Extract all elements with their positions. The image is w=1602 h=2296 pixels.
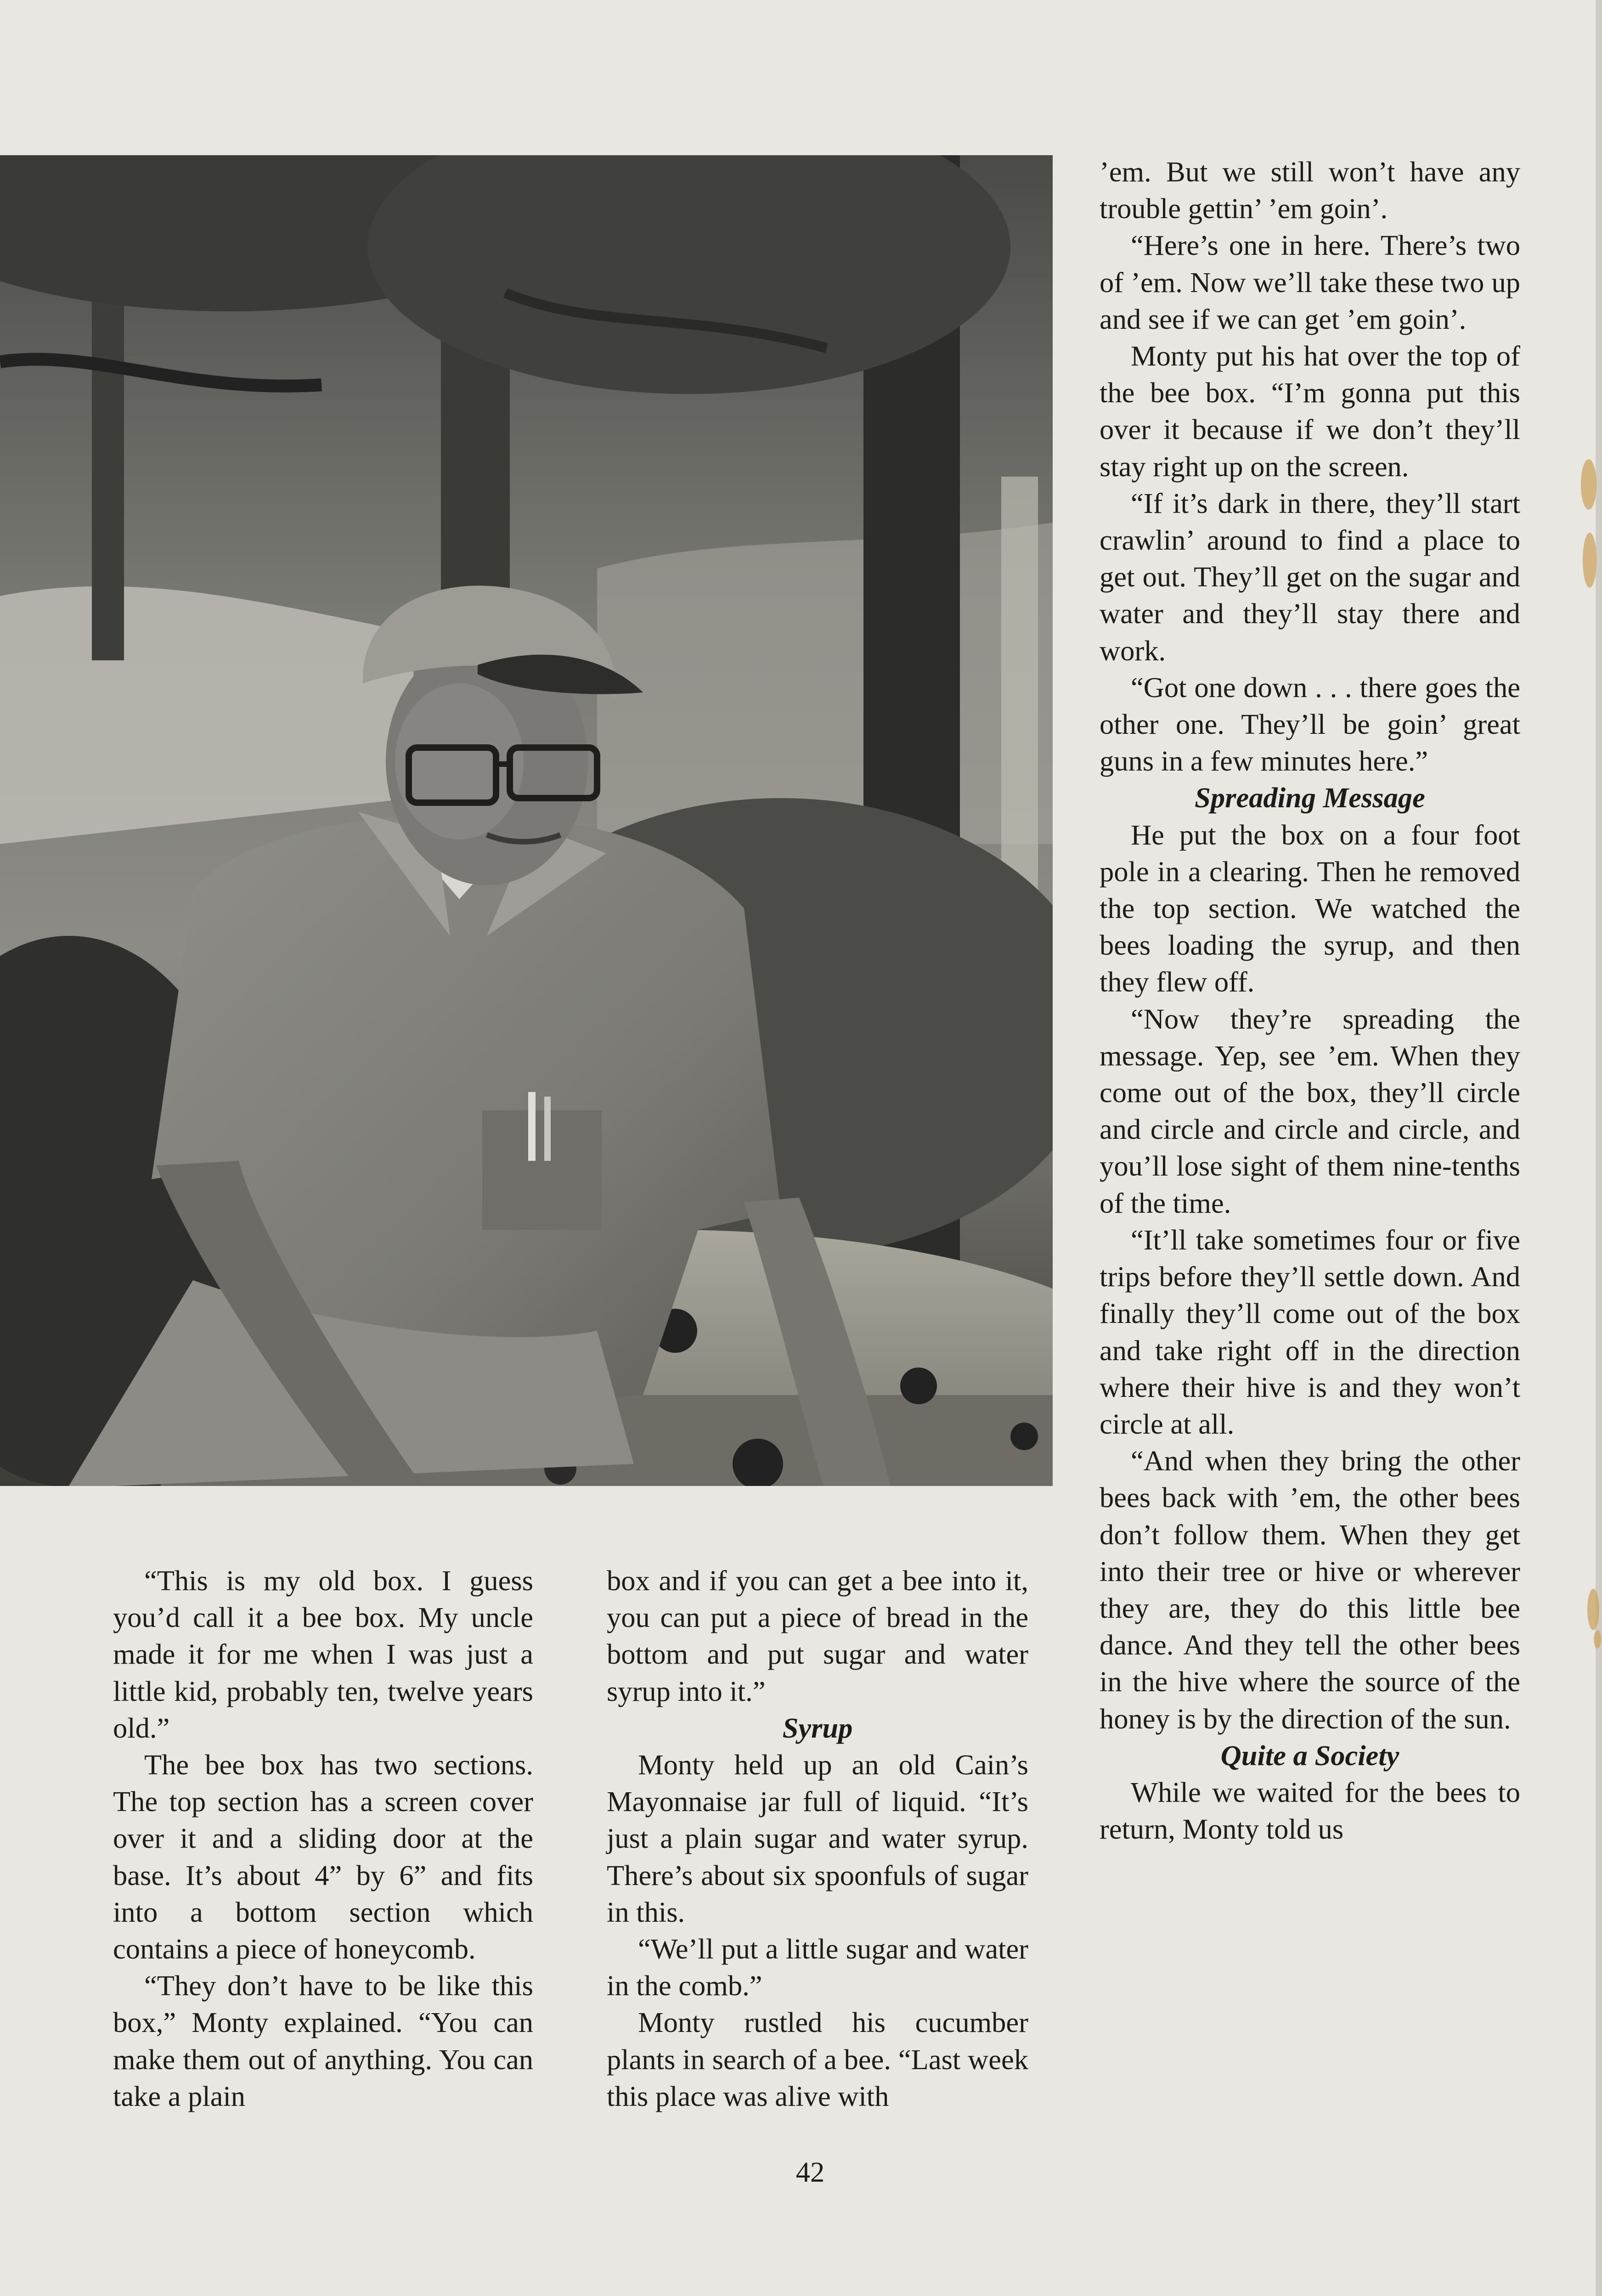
paragraph: “This is my old box. I guess you’d call it a bee box. My uncle made it for me when I was just a little kid, probably ten, twelve years old.” [113, 1564, 533, 1744]
page-number: 42 [795, 2156, 825, 2188]
paragraph: “We’ll put a little sugar and water in the comb.” [607, 1933, 1028, 2002]
paragraph: Monty rustled his cucumber plants in search of a bee. “Last week this place was alive with [607, 2006, 1028, 2112]
subheading-quite-a-society: Quite a Society [1220, 1739, 1399, 1772]
paragraph: “Now they’re spreading the message. Yep, see ’em. When they come out of the box, they’ll circle and circle and circle and circle, and you’ll lose sight of them nine-tenths of the time. [1100, 1002, 1520, 1219]
paragraph: “If it’s dark in there, they’ll start crawlin’ around to find a place to get out. They’ll get on the sugar and water and they’ll stay there and work. [1100, 487, 1520, 667]
text-column-2 [607, 1562, 1028, 2115]
paragraph: The bee box has two sections. The top section has a screen cover over it and a sliding door at the base. It’s about 4” by 6” and fits into a bottom section which contains a piece of honeycomb. [113, 1749, 533, 1965]
paragraph: box and if you can get a bee into it, you can put a piece of bread in the bottom and put sugar and water syrup into it.” [607, 1564, 1028, 1707]
paper-stain [1594, 1630, 1601, 1649]
paragraph: “And when they bring the other bees back with ’em, the other bees don’t follow them. When they get into their tree or hive or wherever they are, they do this little bee dance. And they tell the other bees in the hive where the source of the honey is by the direction of the sun. [1100, 1445, 1520, 1735]
paragraph: While we waited for the bees to return, Monty told us [1100, 1776, 1520, 1846]
subheading-spreading-message: Spreading Message [1195, 782, 1425, 814]
photo-monty [0, 155, 1053, 1486]
subheading-syrup: Syrup [782, 1711, 853, 1744]
page-edge [1596, 0, 1602, 2296]
photo-illustration [0, 155, 1053, 1486]
text-column-3 [1100, 153, 1520, 1847]
paragraph: He put the box on a four foot pole in a clearing. Then he removed the top section. We watched the bees loading the syrup, and then they flew off. [1100, 818, 1520, 998]
paragraph: “They don’t have to be like this box,” Monty explained. “You can make them out of anything. You can take a plain [113, 1970, 533, 2112]
paper-stain [1581, 459, 1596, 510]
paragraph: ’em. But we still won’t have any trouble gettin’ ’em goin’. [1100, 156, 1520, 225]
paragraph: “Here’s one in here. There’s two of ’em. Now we’ll take these two up and see if we can get ’em goin’. [1100, 229, 1520, 335]
text-column-1 [113, 1562, 533, 2115]
paragraph: “It’ll take sometimes four or five trips before they’ll settle down. And finally they’ll come out of the box and take right off in the direction where their hive is and they won’t circle at all. [1100, 1223, 1520, 1440]
paper-stain [1587, 1589, 1599, 1630]
paragraph: Monty put his hat over the top of the bee box. “I’m gonna put this over it because if we don’t they’ll stay right up on the screen. [1100, 340, 1520, 483]
paragraph: “Got one down . . . there goes the other one. They’ll be goin’ great guns in a few minutes here.” [1100, 671, 1520, 777]
paragraph: Monty held up an old Cain’s Mayonnaise jar full of liquid. “It’s just a plain sugar and water syrup. There’s about six spoonfuls of sugar in this. [607, 1749, 1028, 1928]
paper-stain [1583, 533, 1596, 588]
